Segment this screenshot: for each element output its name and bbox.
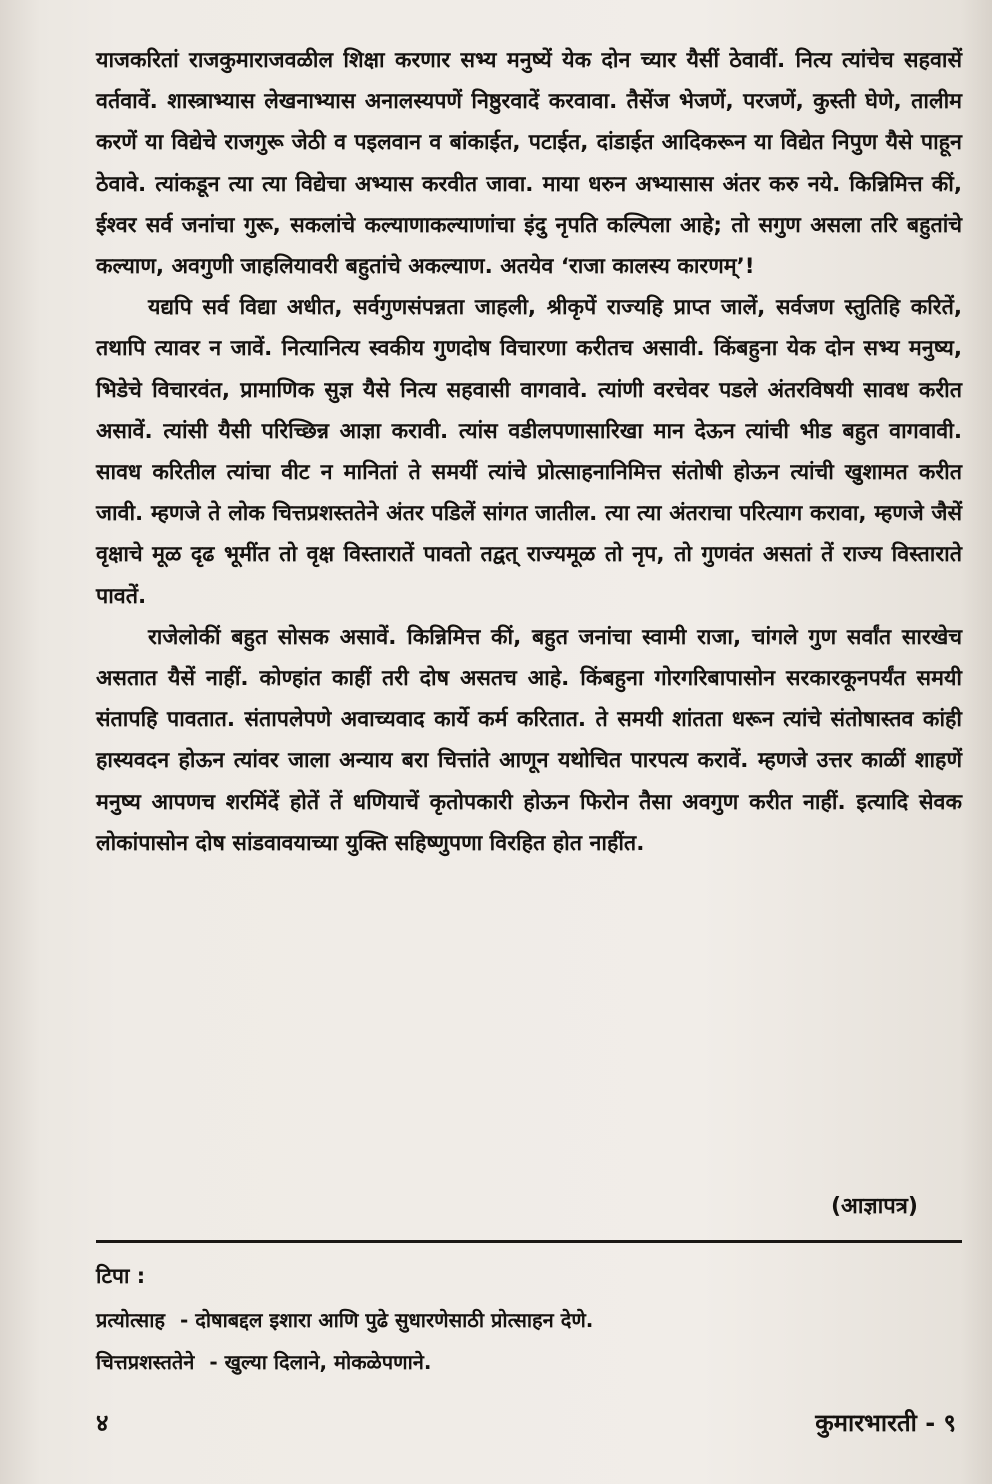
section-divider bbox=[96, 1240, 962, 1243]
paragraph-1: याजकरितां राजकुमाराजवळील शिक्षा करणार सभ्य मनुष्यें येक दोन च्यार यैसीं ठेवावीं. नित्य त्यांचेच सहवासें वर्तवावें. शास्त्राभ्यास लेखनाभ्यास अनालस्यपणें निष्ठुरवादें करवावा. तैसेंज भेजणें, परजणें, कुस्ती घेणे, तालीम करणें या विद्येचे राजगुरू जेठी व पइलवान व बांकाईत, पटाईत, दांडाईत आदिकरून या विद्येत निपुण यैसे पाहून ठेवावे. त्यांकडून त्या त्या विद्येचा अभ्यास करवीत जावा. माया धरुन अभ्यासास अंतर करु नये. किन्निमित्त कीं, ईश्वर सर्व जनांचा गुरू, सकलांचे कल्याणाकल्याणांचा इंदु नृपति कल्पिला आहे; तो सगुण असला तरि बहुतांचे कल्याण, अवगुणी जाहलियावरी बहुतांचे अकल्याण. अतयेव ‘राजा कालस्य कारणम्’! bbox=[96, 48, 962, 280]
note-term: चित्तप्रशस्ततेने bbox=[96, 1350, 195, 1374]
note-item bbox=[96, 1306, 593, 1333]
page-number: ४ bbox=[96, 1409, 109, 1437]
book-title: कुमारभारती - ९ bbox=[815, 1409, 956, 1437]
note-definition: - दोषाबद्दल इशारा आणि पुढे सुधारणेसाठी प्रोत्साहन देणे. bbox=[179, 1308, 594, 1332]
paragraph-3: राजेलोकीं बहुत सोसक असावें. किन्निमित्त कीं, बहुत जनांचा स्वामी राजा, चांगले गुण सर्वांत सारखेच असतात यैसें नाहीं. कोण्हांत काहीं तरी दोष असतच आहे. किंबहुना गोरगरिबापासोन सरकारकूनपर्यंत समयी संतापहि पावतात. संतापलेपणे अवाच्यवाद कार्ये कर्म करितात. ते समयी शांतता धरून त्यांचे संतोषास्तव कांही हास्यवदन होऊन त्यांवर जाला अन्याय बरा चित्तांते आणून यथोचित पारपत्य करावें. म्हणजे उत्तर काळीं शाहणें मनुष्य आपणच शरमिंदें होतें तें धणियाचें कृतोपकारी होऊन फिरोन तैसा अवगुण करीत नाहीं. इत्यादि सेवक लोकांपासोन दोष सांडवावयाच्या युक्ति सहिष्णुपणा विरहित होत नाहींत. bbox=[96, 624, 962, 856]
notes-heading: टिपा : bbox=[96, 1264, 146, 1288]
note-term: प्रत्योत्साह bbox=[96, 1308, 165, 1332]
note-definition: - खुल्या दिलाने, मोकळेपणाने. bbox=[209, 1350, 432, 1374]
passage-body bbox=[96, 40, 962, 864]
note-item bbox=[96, 1348, 431, 1375]
source-citation: (आज्ञापत्र) bbox=[830, 1194, 918, 1219]
paragraph-2: यद्यपि सर्व विद्या अधीत, सर्वगुणसंपन्नता जाहली, श्रीकृपें राज्यहि प्राप्त जालें, सर्वजण स्तुतिहि करितें, तथापि त्यावर न जावें. नित्यानित्य स्वकीय गुणदोष विचारणा करीतच असावी. किंबहुना येक दोन सभ्य मनुष्य, भिडेचे विचारवंत, प्रामाणिक सुज्ञ यैसे नित्य सहवासी वागवावे. त्यांणी वरचेवर पडले अंतरविषयी सावध करीत असावें. त्यांसी यैसी परिच्छिन्न आज्ञा करावी. त्यांस वडीलपणासारिखा मान देऊन त्यांची भीड बहुत वागवावी. सावध करितील त्यांचा वीट न मानितां ते समयीं त्यांचे प्रोत्साहनानिमित्त संतोषी होऊन त्यांची खुशामत करीत जावी. म्हणजे ते लोक चित्तप्रशस्ततेने अंतर पडिलें सांगत जातील. त्या त्या अंतराचा परित्याग करावा, म्हणजे जैसें वृक्षाचे मूळ दृढ भूमींत तो वृक्ष विस्तारातें पावतो तद्वत् राज्यमूळ तो नृप, तो गुणवंत असतां तें राज्य विस्ताराते पावतें. bbox=[96, 295, 962, 609]
